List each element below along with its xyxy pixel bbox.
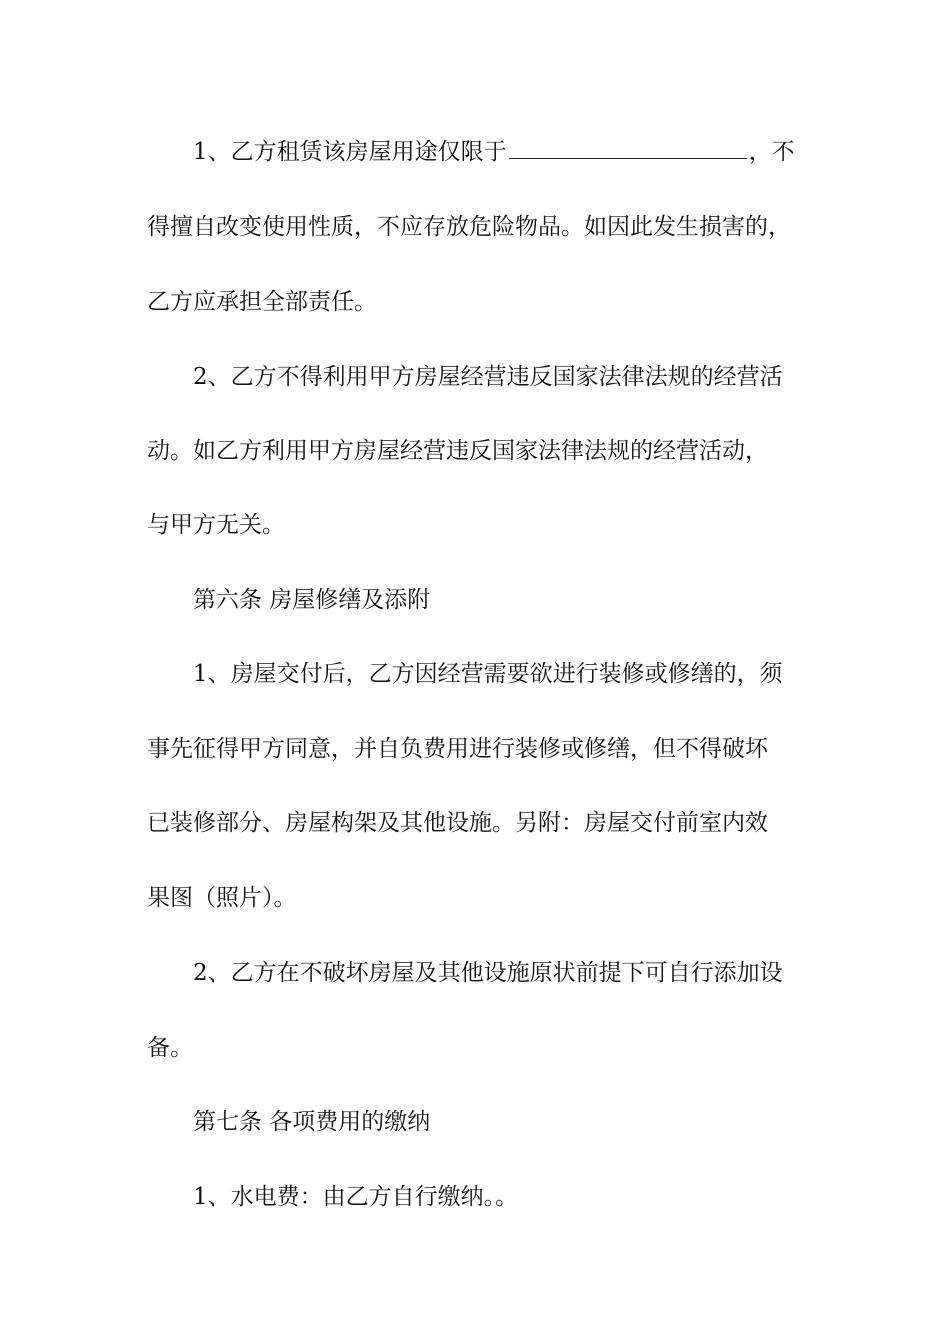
clause-5-1-line-3: 乙方应承担全部责任。 (147, 289, 377, 315)
clause-7-1-line-1: 1、水电费：由乙方自行缴纳。。 (193, 1184, 519, 1210)
clause-6-1-line-3: 已装修部分、房屋构架及其他设施。另附：房屋交付前室内效 (147, 810, 768, 836)
clause-6-1-line-2: 事先征得甲方同意，并自负费用进行装修或修缮，但不得破坏 (147, 736, 768, 762)
clause-6-2-line-2: 备。 (147, 1035, 193, 1061)
clause-6-1-line-4: 果图（照片）。 (147, 885, 297, 911)
clause-5-1-line-1 (193, 132, 795, 172)
clause-5-2-line-1: 2、乙方不得利用甲方房屋经营违反国家法律法规的经营活 (193, 364, 783, 390)
clause-5-1-text-end: ，不 (748, 139, 795, 165)
article-6-heading: 第六条 房屋修缮及添附 (193, 587, 431, 613)
clause-5-2-line-2: 动。如乙方利用甲方房屋经营违反国家法律法规的经营活动， (147, 438, 768, 464)
article-7-heading: 第七条 各项费用的缴纳 (193, 1109, 431, 1135)
clause-5-1-text-start: 1、乙方租赁该房屋用途仅限于 (193, 139, 507, 165)
clause-6-2-line-1: 2、乙方在不破坏房屋及其他设施原状前提下可自行添加设 (193, 960, 783, 986)
clause-5-2-line-3: 与甲方无关。 (147, 512, 285, 538)
usage-blank-field[interactable] (509, 136, 747, 159)
clause-6-1-line-1: 1、房屋交付后，乙方因经营需要欲进行装修或修缮的，须 (193, 661, 783, 687)
clause-5-1-line-2: 得擅自改变使用性质，不应存放危险物品。如因此发生损害的， (147, 214, 791, 240)
